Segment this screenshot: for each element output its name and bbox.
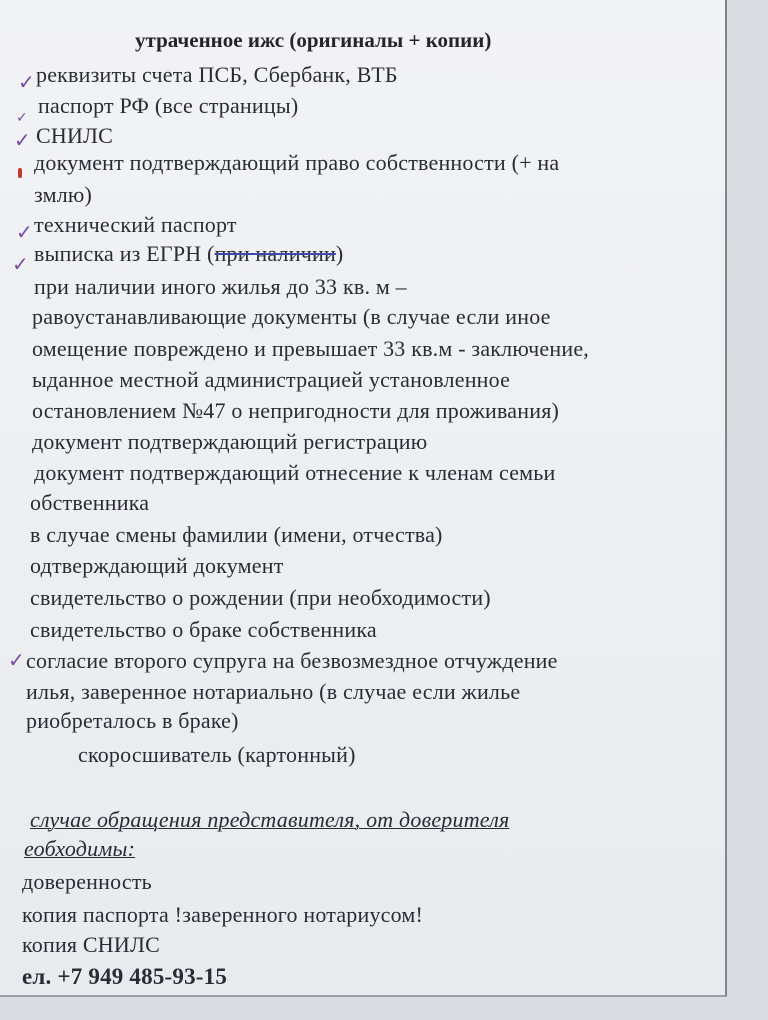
check-mark-icon: ✓ [16, 110, 28, 126]
list-item: змлю) [34, 182, 93, 207]
list-item: равоустанавливающие документы (в случае если иное [32, 304, 551, 329]
list-item-text: выписка из ЕГРН ( [34, 241, 215, 266]
list-item: свидетельство о рождении (при необходимости) [30, 585, 491, 610]
check-mark-icon: ✓ [14, 128, 31, 152]
list-item: технический паспорт [34, 212, 237, 237]
list-item: одтверждающий документ [30, 553, 284, 578]
representative-heading: еобходимы: [24, 836, 136, 861]
list-item: реквизиты счета ПСБ, Сбербанк, ВТБ [36, 62, 398, 87]
list-item [34, 241, 343, 267]
check-mark-icon: ✓ [18, 70, 35, 94]
list-item: копия паспорта !заверенного нотариусом! [22, 902, 424, 927]
list-item: копия СНИЛС [22, 932, 160, 957]
check-mark-icon: ✓ [16, 220, 33, 244]
list-item: документ подтверждающий регистрацию [32, 429, 428, 454]
document-title: утраченное ижс (оригиналы + копии) [135, 28, 492, 52]
list-item: документ подтверждающий отнесение к членам семьи [34, 460, 556, 485]
list-item: в случае смены фамилии (имени, отчества) [30, 522, 443, 547]
strikethrough-text: при наличии [214, 241, 336, 266]
list-item: риобреталось в браке) [26, 708, 239, 733]
list-item-text: ) [335, 241, 344, 266]
representative-heading: случае обращения представителя, от доверителя [30, 807, 510, 832]
list-item: паспорт РФ (все страницы) [38, 93, 299, 118]
list-item: омещение повреждено и превышает 33 кв.м - заключение, [32, 336, 589, 361]
list-item: доверенность [22, 869, 152, 894]
list-item: обственника [30, 490, 150, 515]
list-item: согласие второго супруга на безвозмездное отчуждение [26, 648, 558, 673]
list-item: илья, заверенное нотариально (в случае если жилье [26, 679, 521, 704]
check-mark-icon: ✓ [12, 252, 29, 276]
phone-number: ел. +7 949 485-93-15 [22, 964, 228, 989]
list-item: скоросшиватель (картонный) [78, 742, 356, 767]
check-mark-icon: ✓ [8, 648, 25, 672]
list-item: документ подтверждающий право собственности (+ на [34, 150, 560, 175]
list-item: свидетельство о браке собственника [30, 617, 377, 642]
list-item: СНИЛС [36, 123, 114, 148]
list-item: при наличии иного жилья до 33 кв. м – [34, 274, 407, 299]
list-item: ыданное местной администрацией установленное [32, 367, 511, 392]
red-tick-icon [18, 168, 22, 178]
list-item: остановлением №47 о непригодности для проживания) [32, 398, 560, 423]
